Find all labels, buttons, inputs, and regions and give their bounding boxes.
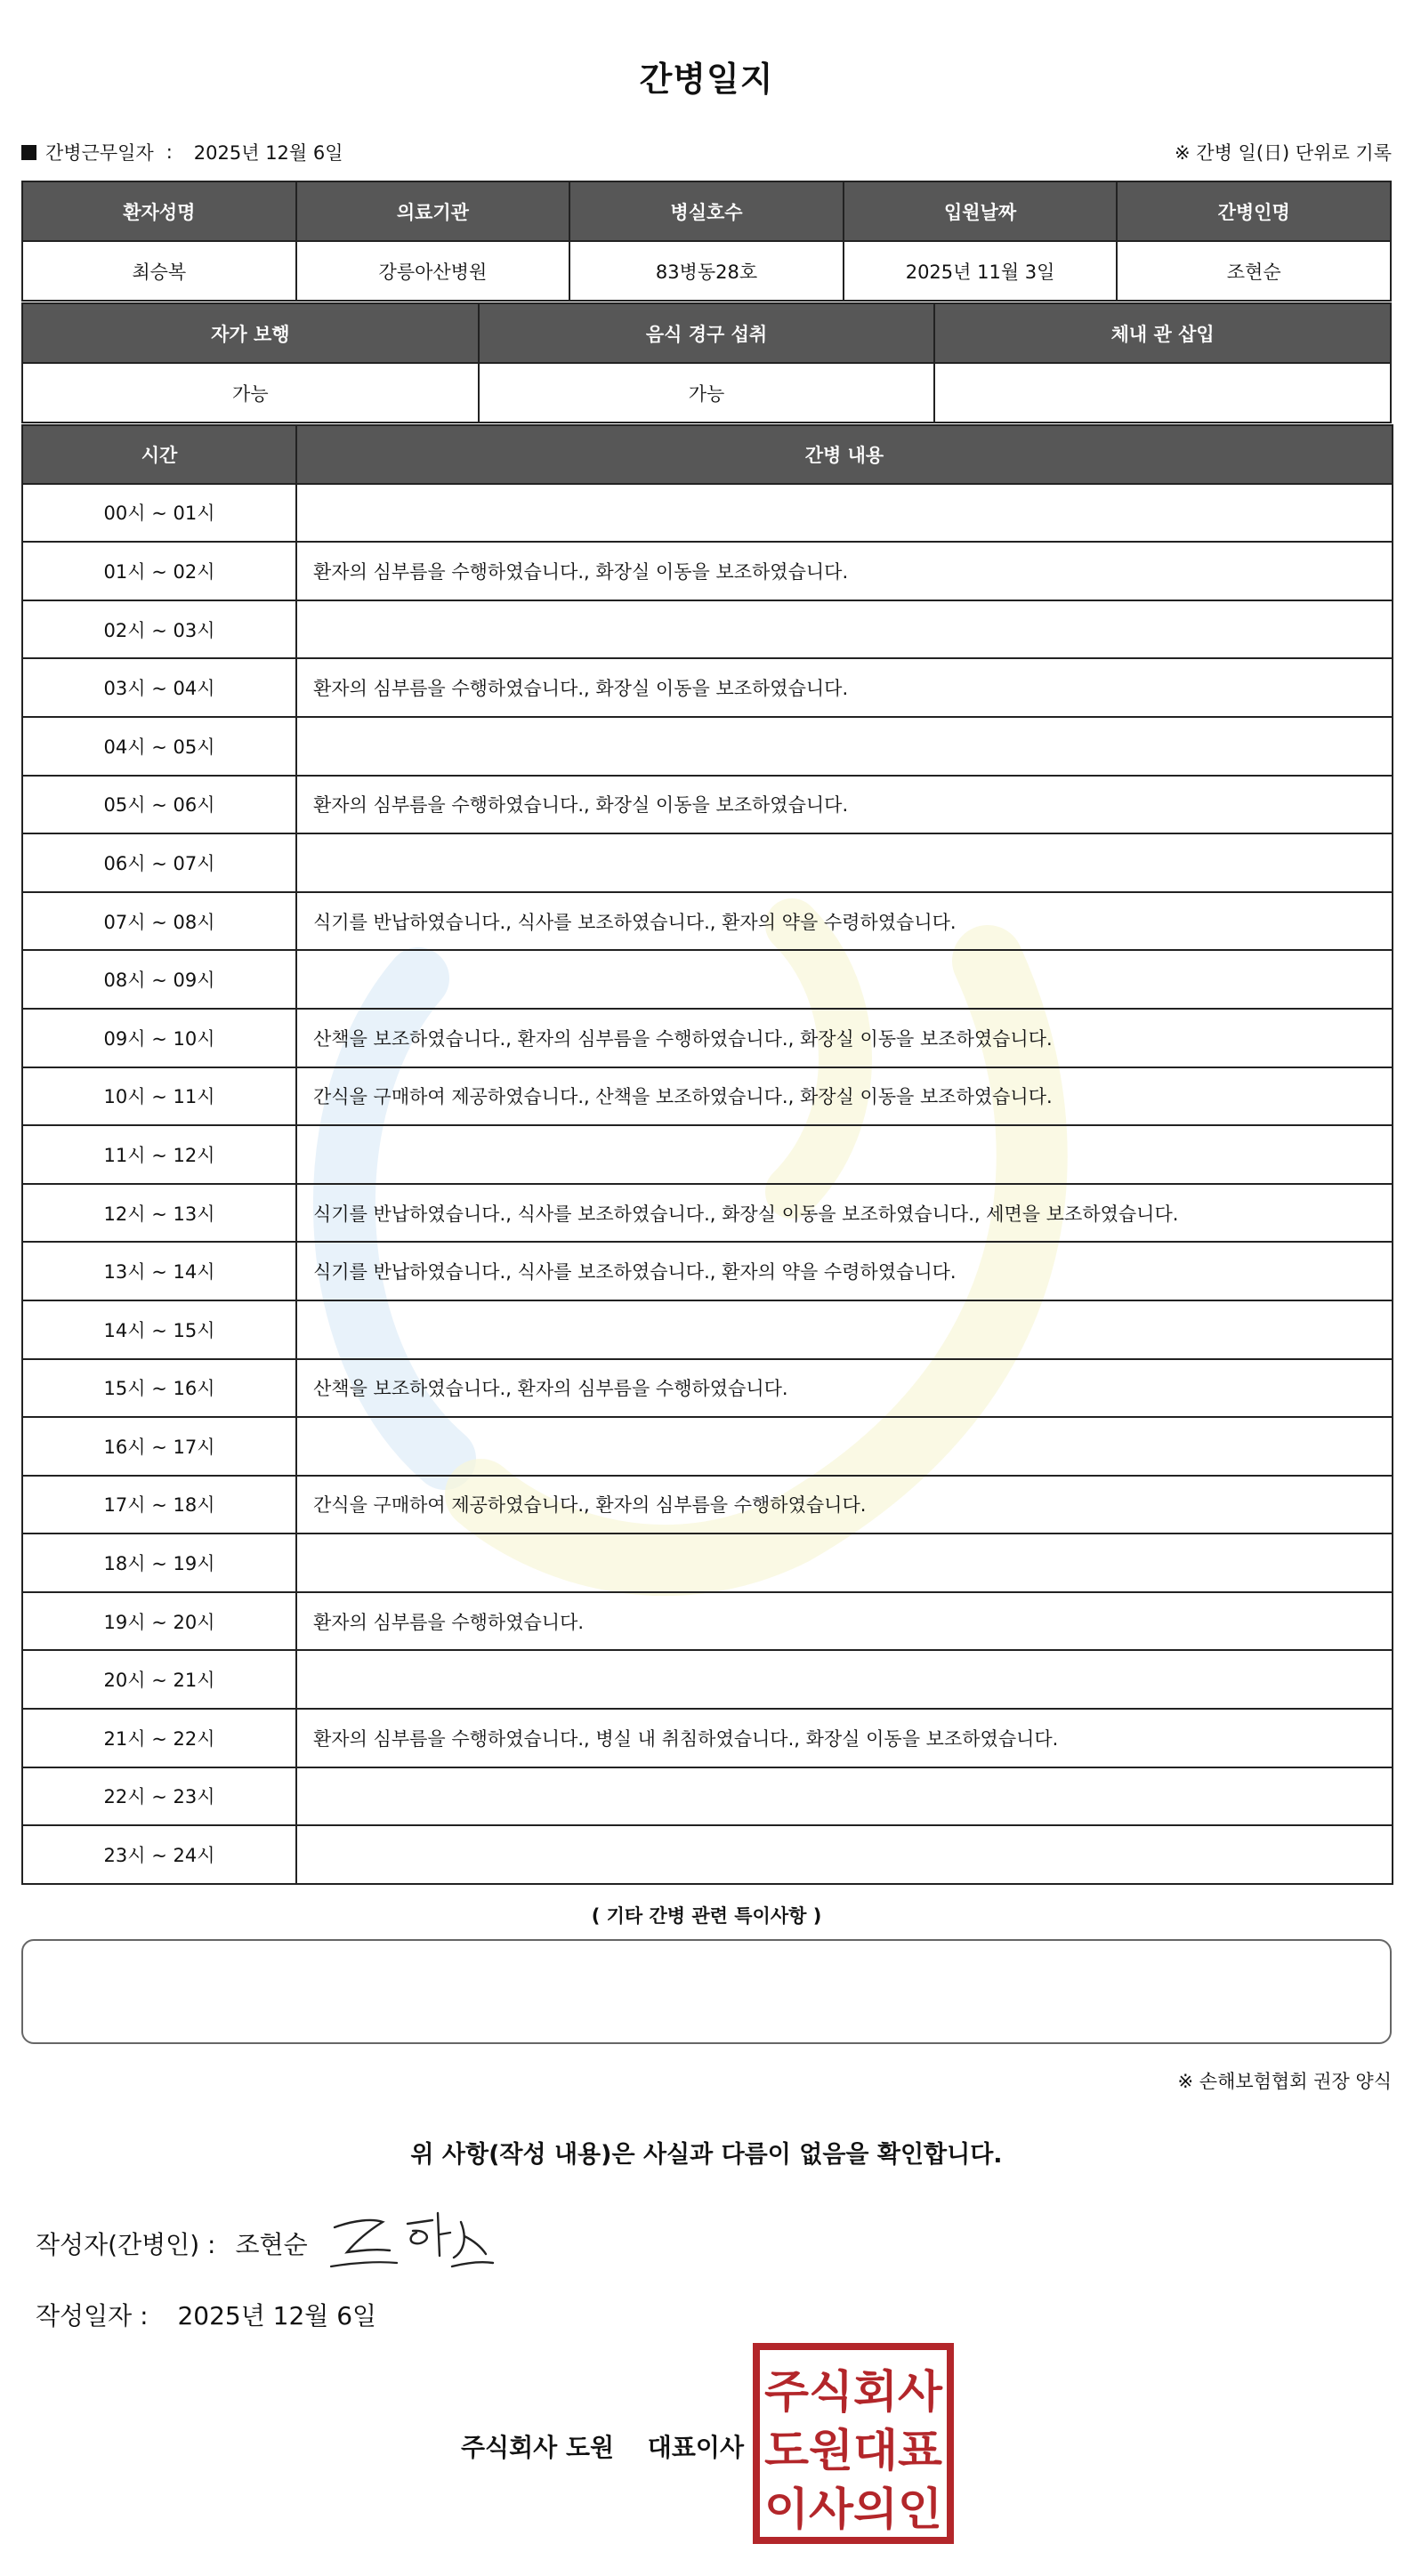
care-log-row bbox=[22, 484, 1393, 543]
care-log-time: 17시 ~ 18시 bbox=[22, 1476, 296, 1534]
care-log-row bbox=[22, 1242, 1393, 1300]
care-log-row bbox=[22, 1825, 1393, 1884]
seal-line-2: 도원대표 bbox=[764, 2425, 943, 2476]
header-tube-insertion: 체내 관 삽입 bbox=[934, 303, 1391, 363]
care-log-content bbox=[296, 950, 1393, 1009]
company-row bbox=[461, 2428, 744, 2464]
status-header-row bbox=[22, 303, 1391, 363]
value-tube-insertion bbox=[934, 363, 1391, 423]
value-patient-name: 최승복 bbox=[22, 241, 296, 301]
care-log-row bbox=[22, 1709, 1393, 1767]
meta-row bbox=[21, 139, 1392, 169]
care-log-header-row bbox=[22, 425, 1393, 484]
care-log-content: 산책을 보조하였습니다., 환자의 심부름을 수행하였습니다. bbox=[296, 1359, 1393, 1418]
care-log-content: 환자의 심부름을 수행하였습니다., 병실 내 취침하였습니다., 화장실 이동을 보조하였습니다. bbox=[296, 1709, 1393, 1767]
care-log-content bbox=[296, 717, 1393, 776]
care-log-content bbox=[296, 833, 1393, 892]
value-room: 83병동28호 bbox=[569, 241, 844, 301]
written-date-value: 2025년 12월 6일 bbox=[177, 2301, 377, 2330]
care-log-content bbox=[296, 1417, 1393, 1476]
care-log-row bbox=[22, 1067, 1393, 1126]
writer-name: 조현순 bbox=[235, 2230, 308, 2259]
care-log-time: 19시 ~ 20시 bbox=[22, 1592, 296, 1651]
ceo-title: 대표이사 bbox=[647, 2433, 744, 2462]
care-log-time: 00시 ~ 01시 bbox=[22, 484, 296, 543]
care-log-time: 15시 ~ 16시 bbox=[22, 1359, 296, 1418]
value-caregiver-name: 조현순 bbox=[1117, 241, 1391, 301]
care-log-row bbox=[22, 776, 1393, 834]
care-log-row bbox=[22, 600, 1393, 659]
work-date-label: 간병근무일자 bbox=[45, 142, 154, 164]
care-log-row bbox=[22, 1359, 1393, 1418]
association-note: ※ 손해보험협회 권장 양식 bbox=[1177, 2071, 1392, 2092]
care-log-row bbox=[22, 950, 1393, 1009]
document-title: 간병일지 bbox=[639, 60, 774, 99]
value-oral-intake: 가능 bbox=[479, 363, 935, 423]
care-log-content: 환자의 심부름을 수행하였습니다., 화장실 이동을 보조하였습니다. bbox=[296, 658, 1393, 717]
care-log-row bbox=[22, 1534, 1393, 1592]
signature-stroke-4 bbox=[452, 2222, 493, 2266]
remarks-box bbox=[21, 1939, 1392, 2044]
handwritten-signature bbox=[327, 2204, 497, 2275]
care-log-row bbox=[22, 833, 1393, 892]
header-caregiver-name: 간병인명 bbox=[1117, 181, 1391, 241]
care-log-time: 05시 ~ 06시 bbox=[22, 776, 296, 834]
header-self-walking: 자가 보행 bbox=[22, 303, 479, 363]
patient-info-table bbox=[21, 181, 1392, 302]
care-log-content: 간식을 구매하여 제공하였습니다., 산책을 보조하였습니다., 화장실 이동을 보조하였습니다. bbox=[296, 1067, 1393, 1126]
care-log-time: 14시 ~ 15시 bbox=[22, 1300, 296, 1359]
header-hospital: 의료기관 bbox=[296, 181, 570, 241]
care-log-content bbox=[296, 484, 1393, 543]
care-log-time: 12시 ~ 13시 bbox=[22, 1184, 296, 1243]
care-log-row bbox=[22, 1592, 1393, 1651]
care-log-row bbox=[22, 1417, 1393, 1476]
care-log-content: 식기를 반납하였습니다., 식사를 보조하였습니다., 환자의 약을 수령하였습니다. bbox=[296, 1242, 1393, 1300]
black-square-icon bbox=[21, 145, 36, 160]
header-room: 병실호수 bbox=[569, 181, 844, 241]
header-time: 시간 bbox=[22, 425, 296, 484]
care-log-time: 22시 ~ 23시 bbox=[22, 1767, 296, 1826]
care-log-content bbox=[296, 1534, 1393, 1592]
status-info-table bbox=[21, 302, 1392, 423]
work-date-colon: : bbox=[166, 141, 173, 163]
care-log-content: 식기를 반납하였습니다., 식사를 보조하였습니다., 화장실 이동을 보조하였습니다., 세면을 보조하였습니다. bbox=[296, 1184, 1393, 1243]
work-date bbox=[21, 139, 343, 165]
care-log-content bbox=[296, 1767, 1393, 1826]
care-log-time: 10시 ~ 11시 bbox=[22, 1067, 296, 1126]
patient-info-header-row bbox=[22, 181, 1391, 241]
care-log-content bbox=[296, 600, 1393, 659]
care-log-time: 21시 ~ 22시 bbox=[22, 1709, 296, 1767]
care-log-row bbox=[22, 717, 1393, 776]
care-log-content bbox=[296, 1650, 1393, 1709]
care-log-time: 20시 ~ 21시 bbox=[22, 1650, 296, 1709]
header-admission-date: 입원날짜 bbox=[844, 181, 1118, 241]
care-log-row bbox=[22, 1767, 1393, 1826]
work-date-value: 2025년 12월 6일 bbox=[193, 142, 343, 164]
care-log-content: 식기를 반납하였습니다., 식사를 보조하였습니다., 환자의 약을 수령하였습니다. bbox=[296, 892, 1393, 951]
seal-line-3: 이사의인 bbox=[764, 2483, 942, 2535]
care-log-row bbox=[22, 892, 1393, 951]
signature-stroke-1 bbox=[335, 2220, 390, 2252]
care-log-row bbox=[22, 542, 1393, 600]
status-value-row bbox=[22, 363, 1391, 423]
care-log-time: 02시 ~ 03시 bbox=[22, 600, 296, 659]
care-log-row bbox=[22, 1125, 1393, 1184]
written-date-label: 작성일자 : bbox=[36, 2301, 149, 2330]
care-log-time: 06시 ~ 07시 bbox=[22, 833, 296, 892]
writer-row bbox=[36, 2226, 308, 2261]
care-log-content: 간식을 구매하여 제공하였습니다., 환자의 심부름을 수행하였습니다. bbox=[296, 1476, 1393, 1534]
signature-stroke-3 bbox=[408, 2213, 450, 2256]
care-log-content: 환자의 심부름을 수행하였습니다., 화장실 이동을 보조하였습니다. bbox=[296, 542, 1393, 600]
value-hospital: 강릉아산병원 bbox=[296, 241, 570, 301]
signature-stroke-2 bbox=[331, 2262, 397, 2266]
care-log-time: 08시 ~ 09시 bbox=[22, 950, 296, 1009]
care-log-time: 07시 ~ 08시 bbox=[22, 892, 296, 951]
writer-label: 작성자(간병인) : bbox=[36, 2230, 216, 2259]
company-seal bbox=[753, 2343, 954, 2544]
care-log-row bbox=[22, 1300, 1393, 1359]
company-name: 주식회사 도원 bbox=[461, 2433, 615, 2462]
care-log-content bbox=[296, 1300, 1393, 1359]
seal-line-1: 주식회사 bbox=[764, 2366, 943, 2418]
care-log-time: 16시 ~ 17시 bbox=[22, 1417, 296, 1476]
care-log-row bbox=[22, 1009, 1393, 1067]
value-admission-date: 2025년 11월 3일 bbox=[844, 241, 1118, 301]
care-log-content: 환자의 심부름을 수행하였습니다., 화장실 이동을 보조하였습니다. bbox=[296, 776, 1393, 834]
header-care-content: 간병 내용 bbox=[296, 425, 1393, 484]
care-log-time: 04시 ~ 05시 bbox=[22, 717, 296, 776]
care-log-row bbox=[22, 658, 1393, 717]
care-log-time: 18시 ~ 19시 bbox=[22, 1534, 296, 1592]
care-log-time: 11시 ~ 12시 bbox=[22, 1125, 296, 1184]
value-self-walking: 가능 bbox=[22, 363, 479, 423]
header-oral-intake: 음식 경구 섭취 bbox=[479, 303, 935, 363]
care-log-row bbox=[22, 1476, 1393, 1534]
care-log-content: 환자의 심부름을 수행하였습니다. bbox=[296, 1592, 1393, 1651]
patient-info-value-row bbox=[22, 241, 1391, 301]
care-log-time: 09시 ~ 10시 bbox=[22, 1009, 296, 1067]
care-log-time: 03시 ~ 04시 bbox=[22, 658, 296, 717]
confirmation-statement: 위 사항(작성 내용)은 사실과 다름이 없음을 확인합니다. bbox=[410, 2141, 1003, 2169]
care-log-row bbox=[22, 1650, 1393, 1709]
remarks-title: ( 기타 간병 관련 특이사항 ) bbox=[591, 1905, 822, 1927]
care-log-time: 13시 ~ 14시 bbox=[22, 1242, 296, 1300]
care-log-content: 산책을 보조하였습니다., 환자의 심부름을 수행하였습니다., 화장실 이동을 보조하였습니다. bbox=[296, 1009, 1393, 1067]
care-log-content bbox=[296, 1125, 1393, 1184]
care-log-time: 23시 ~ 24시 bbox=[22, 1825, 296, 1884]
care-log-content bbox=[296, 1825, 1393, 1884]
care-log-row bbox=[22, 1184, 1393, 1243]
care-log-table bbox=[21, 424, 1393, 1885]
header-patient-name: 환자성명 bbox=[22, 181, 296, 241]
record-note: ※ 간병 일(日) 단위로 기록 bbox=[1175, 142, 1392, 164]
care-log-time: 01시 ~ 02시 bbox=[22, 542, 296, 600]
written-date-row bbox=[36, 2297, 376, 2332]
